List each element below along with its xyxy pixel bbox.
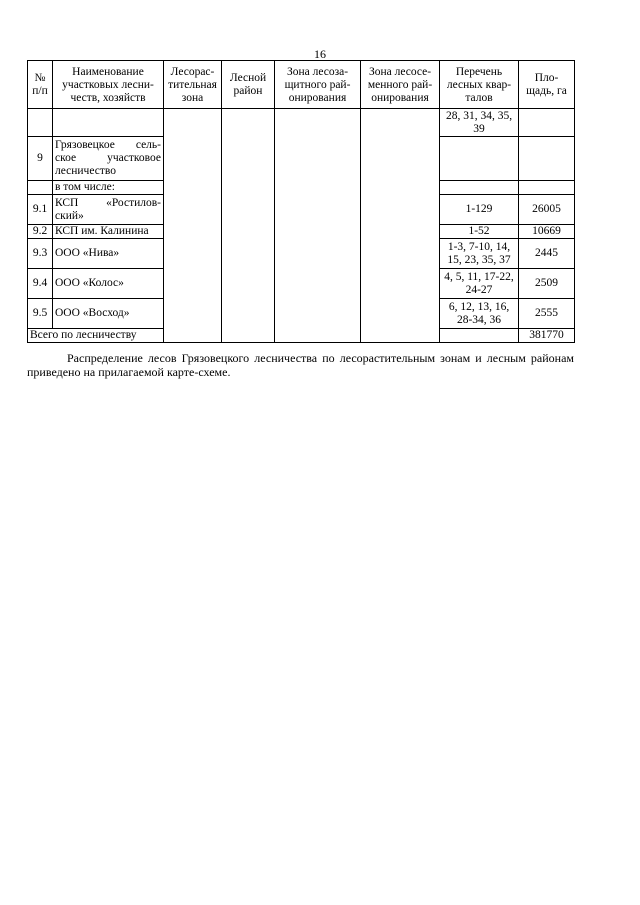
header-area: Пло-щадь, га [519,61,575,109]
cell-number: 9 [28,137,53,181]
forest-districts-table [27,60,575,343]
cell-quarters [440,181,519,195]
cell-number [28,109,53,137]
note-paragraph: Распределение лесов Грязовецкого лесничества по лесорастительным зонам и лесным районам приведено на прилагаемой карте-схеме. [27,351,574,379]
cell-quarters: 1-3, 7-10, 14, 15, 23, 35, 37 [440,239,519,269]
cell-quarters: 28, 31, 34, 35, 39 [440,109,519,137]
cell-quarters: 1-52 [440,225,519,239]
cell-seed-zone [361,109,440,343]
cell-area: 10669 [519,225,575,239]
cell-protection-zone [275,109,361,343]
header-number: № п/п [28,61,53,109]
header-seed-zone: Зона лесосе-менного рай-онирования [361,61,440,109]
cell-area [519,137,575,181]
cell-name: Грязовецкое сель-ское участковое лесничество [53,137,164,181]
cell-name: в том числе: [53,181,164,195]
cell-area [519,181,575,195]
cell-number: 9.2 [28,225,53,239]
cell-name [53,109,164,137]
page-number: 16 [314,47,326,61]
cell-number: 9.3 [28,239,53,269]
cell-number: 9.1 [28,195,53,225]
table-header-row [28,61,575,109]
cell-name: ООО «Колос» [53,269,164,299]
cell-name: КСП «Ростилов-ский» [53,195,164,225]
cell-number: 9.5 [28,299,53,329]
cell-number [28,181,53,195]
table-row [28,109,575,137]
cell-area: 2445 [519,239,575,269]
cell-quarters: 6, 12, 13, 16, 28-34, 36 [440,299,519,329]
cell-area: 2509 [519,269,575,299]
header-name: Наименование участковых лесни-честв, хозяйств [53,61,164,109]
cell-area [519,109,575,137]
cell-forest-district [222,109,275,343]
cell-area: 26005 [519,195,575,225]
header-quarters: Перечень лесных квар-талов [440,61,519,109]
cell-quarters [440,137,519,181]
cell-vegetation-zone [164,109,222,343]
header-vegetation-zone: Лесорас-тительная зона [164,61,222,109]
header-forest-district: Лесной район [222,61,275,109]
cell-quarters: 1-129 [440,195,519,225]
total-label: Всего по лесничеству [28,329,519,343]
cell-name: КСП им. Калинина [53,225,164,239]
header-protection-zone: Зона лесоза-щитного рай-онирования [275,61,361,109]
cell-area: 2555 [519,299,575,329]
cell-quarters: 4, 5, 11, 17-22, 24-27 [440,269,519,299]
total-area: 381770 [519,329,575,343]
cell-number: 9.4 [28,269,53,299]
cell-name: ООО «Восход» [53,299,164,329]
total-row [28,329,575,343]
cell-name: ООО «Нива» [53,239,164,269]
